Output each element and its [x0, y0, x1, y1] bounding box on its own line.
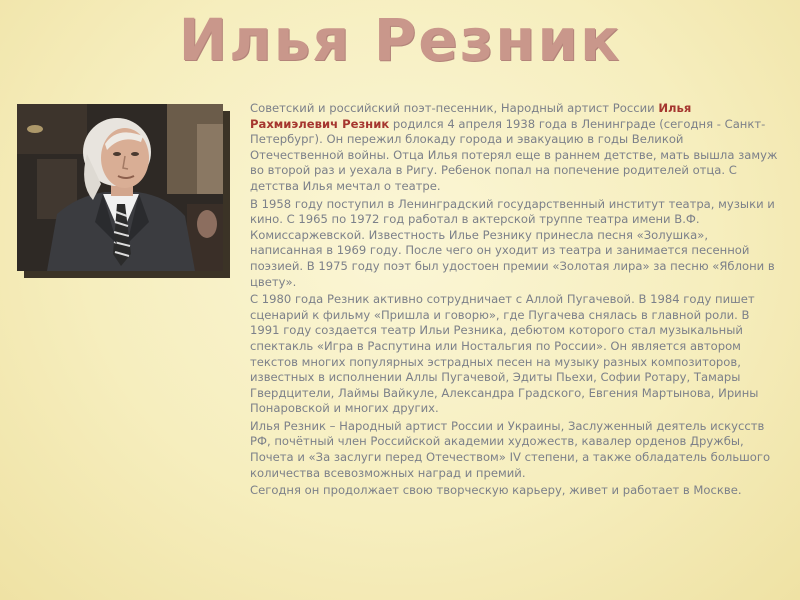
intro-text-cont: родился 4 апреля 1938 года в Ленинграде (сегодня - Санкт-Петербург). Он пережил блокаду города и эвакуацию в годы Великой Отечественной войны. Отца Илья потерял еще в раннем детстве, мать вышла замуж во второй раз и уехала в Ригу. Ребенок попал на попечение родителей отца. С детства Илья мечтал о театре. [250, 116, 778, 193]
highlighted-name: Илья Рахмиэлевич Резник [250, 101, 692, 131]
paragraph-today: Сегодня он продолжает свою творческую карьеру, живет и работает в Москве. [250, 483, 742, 498]
biography-text [250, 101, 780, 501]
paragraph-career: С 1980 года Резник активно сотрудничает с Аллой Пугачевой. В 1984 году пишет сценарий к фильму «Пришла и говорю», где Пугачева снялась в главной роли. В 1991 году создается театр Ильи Резника, дебютом которого стал музыкальный спектакль «Игра в Распутина или Ностальгия по России». Он является автором текстов многих популярных эстрадных песен на музыку разных композиторов, известных в исполнении Аллы Пугачевой, Эдиты Пьехи, Софии Ротару, Тамары Гвердцители, Лаймы Вайкуле, Александра Градского, Евгения Мартынова, Ирины Понаровской и многих других. [250, 292, 759, 416]
paragraph-education: В 1958 году поступил в Ленинградский государственный институт театра, музыки и кино. С 1965 по 1972 год работал в актерской труппе театра имени В.Ф. Комиссаржевской. Известность Илье Резнику принесла песня «Золушка», написанная в 1969 году. После чего он уходит из театра и занимается песенной поэзией. В 1975 году поэт был удостоен премии «Золотая лира» за песню «Яблони в цвету». [250, 196, 775, 289]
paragraph-honors: Илья Резник – Народный артист России и Украины, Заслуженный деятель искусств РФ, почётный член Российской академии художеств, кавалер орденов Дружбы, Почета и «За заслуги перед Отечеством» IV степени, а также обладатель большого количества всевозможных наград и премий. [250, 418, 771, 480]
portrait-photo [17, 104, 223, 271]
intro-text: Советский и российский поэт-песенник, Народный артист России [250, 101, 659, 115]
paragraph-intro [250, 101, 780, 195]
slide-title: Илья Резник [178, 6, 622, 74]
